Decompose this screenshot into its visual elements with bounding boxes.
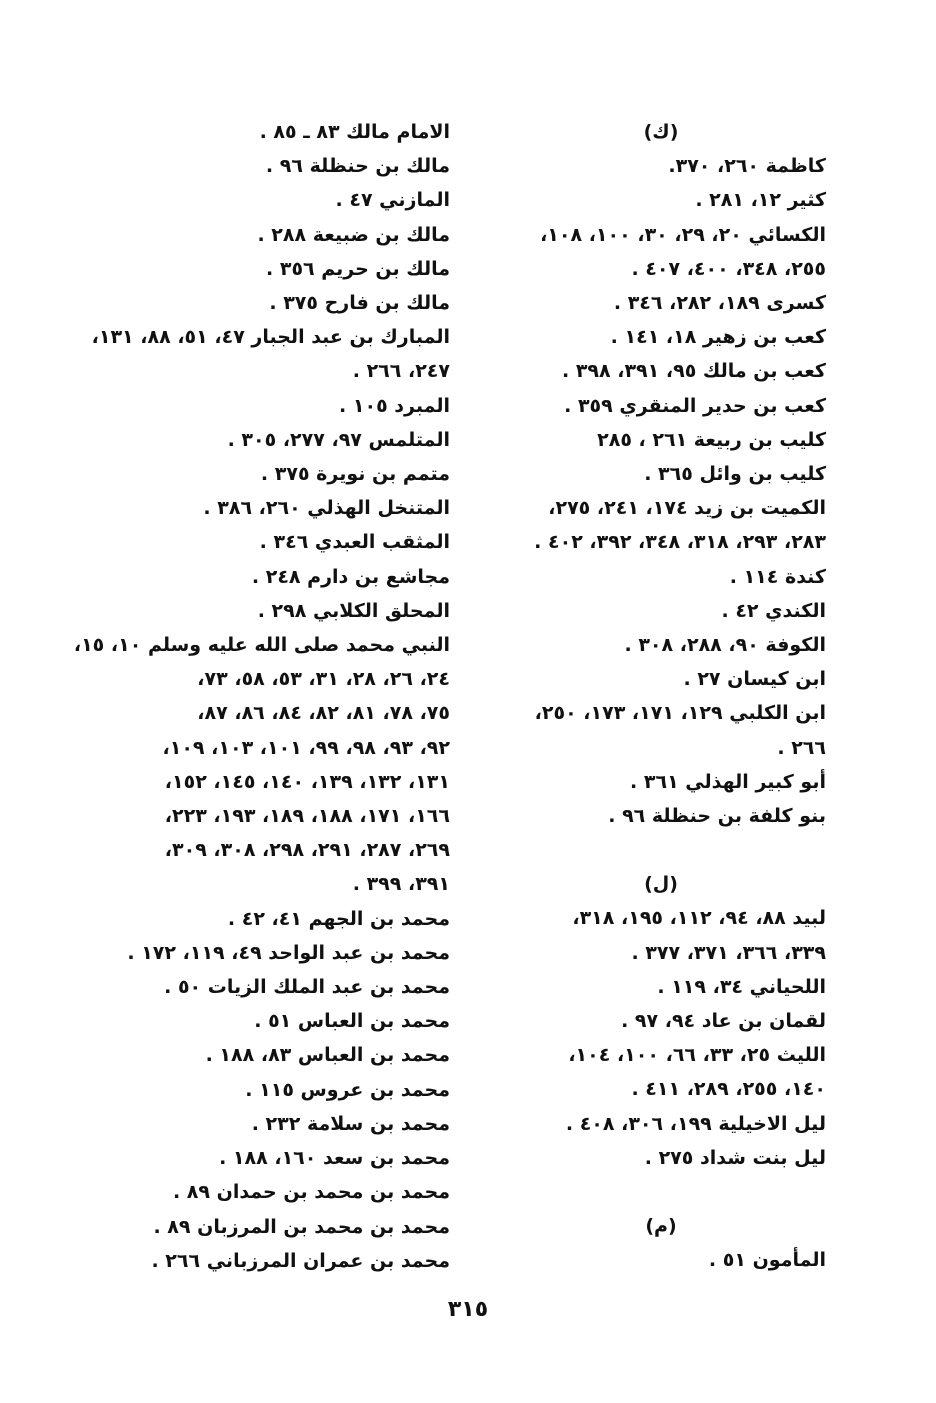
index-entry: كليب بن ربيعة ٢٦١ ، ٢٨٥ <box>597 428 826 451</box>
index-entry: اللحياني ٣٤، ١١٩ . <box>657 975 826 998</box>
index-entry: المتلمس ٩٧، ٢٧٧، ٣٠٥ . <box>227 428 450 451</box>
index-entry: مجاشع بن دارم ٢٤٨ . <box>251 565 450 588</box>
index-entry-continuation: ٢٦٦ . <box>777 736 826 759</box>
section-letter-heading: (ك) <box>643 121 679 143</box>
index-entry: محمد بن عمران المرزباني ٢٦٦ . <box>151 1249 450 1272</box>
index-entry: كثير ١٢، ٢٨١ . <box>695 189 826 212</box>
index-entry-continuation: ٢٤٧، ٢٦٦ . <box>352 360 450 383</box>
index-entry: لقمان بن عاد ٩٤، ٩٧ . <box>621 1010 826 1033</box>
index-entry: الكندي ٤٢ . <box>721 599 826 622</box>
section-letter-heading: (م) <box>645 1215 677 1238</box>
index-entry: الكوفة ٩٠، ٢٨٨، ٣٠٨ . <box>624 634 826 657</box>
index-entry: ابن كيسان ٢٧ . <box>683 668 826 691</box>
index-entry-continuation: ١٤٠، ٢٥٥، ٢٨٩، ٤١١ . <box>631 1078 826 1101</box>
index-column-left <box>73 115 450 1278</box>
index-entry: متمم بن نويرة ٣٧٥ . <box>260 463 450 486</box>
section-spacer <box>496 833 826 867</box>
index-entry: محمد بن العباس ٨٣، ١٨٨ . <box>205 1044 450 1067</box>
index-entry-continuation: ٢٤، ٢٦، ٢٨، ٣١، ٥٣، ٥٨، ٧٣، <box>197 668 450 691</box>
index-entry: محمد بن الجهم ٤١، ٤٢ . <box>227 907 450 930</box>
index-entry: الكميت بن زيد ١٧٤، ٢٤١، ٢٧٥، <box>548 497 826 520</box>
index-entry: كندة ١١٤ . <box>729 565 826 588</box>
index-entry-continuation: ٣٩١، ٣٩٩ . <box>352 873 450 896</box>
index-entry: محمد بن عبد الملك الزيات ٥٠ . <box>164 976 450 999</box>
index-entry-continuation: ٢٨٣، ٢٩٣، ٣١٨، ٣٤٨، ٣٩٢، ٤٠٢ . <box>534 531 826 554</box>
index-entry: المبرد ١٠٥ . <box>339 394 450 417</box>
index-entry: محمد بن محمد بن المرزبان ٨٩ . <box>153 1215 450 1238</box>
index-entry-continuation: ٣٣٩، ٣٦٦، ٣٧١، ٣٧٧ . <box>631 941 826 964</box>
index-entry: مالك بن حريم ٣٥٦ . <box>266 257 450 280</box>
index-entry-continuation: ٢٥٥، ٣٤٨، ٤٠٠، ٤٠٧ . <box>631 257 826 280</box>
index-entry: المثقب العبدي ٣٤٦ . <box>259 531 450 554</box>
section-letter-heading: (ل) <box>644 873 678 896</box>
index-entry: المحلق الكلابي ٢٩٨ . <box>257 599 450 622</box>
index-entry: محمد بن عبد الواحد ٤٩، ١١٩، ١٧٢ . <box>127 941 450 964</box>
index-entry: كاظمة ٢٦٠، ٣٧٠. <box>668 155 826 178</box>
index-entry: مالك بن ضبيعة ٢٨٨ . <box>257 223 450 246</box>
index-entry: الامام مالك ٨٣ ـ ٨٥ . <box>259 121 450 143</box>
index-entry: المازني ٤٧ . <box>335 189 450 212</box>
section-spacer <box>496 1175 826 1209</box>
index-entry-continuation: ٩٢، ٩٣، ٩٨، ٩٩، ١٠١، ١٠٣، ١٠٩، <box>162 736 450 759</box>
index-entry: النبي محمد صلى الله عليه وسلم ١٠، ١٥، <box>73 634 450 657</box>
index-column-right <box>496 115 826 1278</box>
index-entry-continuation: ١٣١، ١٣٢، ١٣٩، ١٤٠، ١٤٥، ١٥٢، <box>164 770 450 793</box>
index-entry: محمد بن محمد بن حمدان ٨٩ . <box>172 1181 450 1204</box>
index-entry: محمد بن عروس ١١٥ . <box>245 1078 450 1101</box>
index-entry: ابن الكلبي ١٢٩، ١٧١، ١٧٣، ٢٥٠، <box>534 702 826 725</box>
index-entry: أبو كبير الهذلي ٣٦١ . <box>630 770 826 793</box>
index-entry: كسرى ١٨٩، ٢٨٢، ٣٤٦ . <box>613 292 826 315</box>
index-entry: المتنخل الهذلي ٢٦٠، ٣٨٦ . <box>203 497 450 520</box>
page-number: ٣١٥ <box>447 1297 489 1322</box>
index-entry: الليث ٢٥، ٣٣، ٦٦، ١٠٠، ١٠٤، <box>568 1044 826 1067</box>
index-entry: لبيد ٨٨، ٩٤، ١١٢، ١٩٥، ٣١٨، <box>572 907 826 930</box>
index-entry: ليل الاخيلية ١٩٩، ٣٠٦، ٤٠٨ . <box>565 1112 826 1135</box>
index-entry-continuation: ١٦٦، ١٧١، ١٨٨، ١٨٩، ١٩٣، ٢٢٣، <box>164 805 450 828</box>
index-entry: الكسائي ٢٠، ٢٩، ٣٠، ١٠٠، ١٠٨، <box>540 223 826 246</box>
index-entry: ليل بنت شداد ٢٧٥ . <box>644 1146 826 1169</box>
index-entry: محمد بن سعد ١٦٠، ١٨٨ . <box>219 1147 450 1170</box>
index-entry: كعب بن حدير المنقري ٣٥٩ . <box>564 394 826 417</box>
index-entry: مالك بن فارح ٣٧٥ . <box>269 292 450 315</box>
index-entry: محمد بن العباس ٥١ . <box>254 1010 450 1033</box>
index-entry: المأمون ٥١ . <box>708 1249 826 1272</box>
index-entry: بنو كلفة بن حنظلة ٩٦ . <box>608 805 826 828</box>
index-entry: محمد بن سلامة ٢٣٢ . <box>251 1112 450 1135</box>
index-entry: مالك بن حنظلة ٩٦ . <box>265 155 450 178</box>
index-entry: كعب بن مالك ٩٥، ٣٩١، ٣٩٨ . <box>561 360 826 383</box>
index-entry: كليب بن وائل ٣٦٥ . <box>644 463 826 486</box>
index-entry-continuation: ٢٦٩، ٢٨٧، ٢٩١، ٢٩٨، ٣٠٨، ٣٠٩، <box>164 839 450 862</box>
index-entry: المبارك بن عبد الجبار ٤٧، ٥١، ٨٨، ١٣١، <box>91 326 450 349</box>
index-entry: كعب بن زهير ١٨، ١٤١ . <box>610 326 826 349</box>
index-entry-continuation: ٧٥، ٧٨، ٨١، ٨٢، ٨٤، ٨٦، ٨٧، <box>197 702 450 725</box>
